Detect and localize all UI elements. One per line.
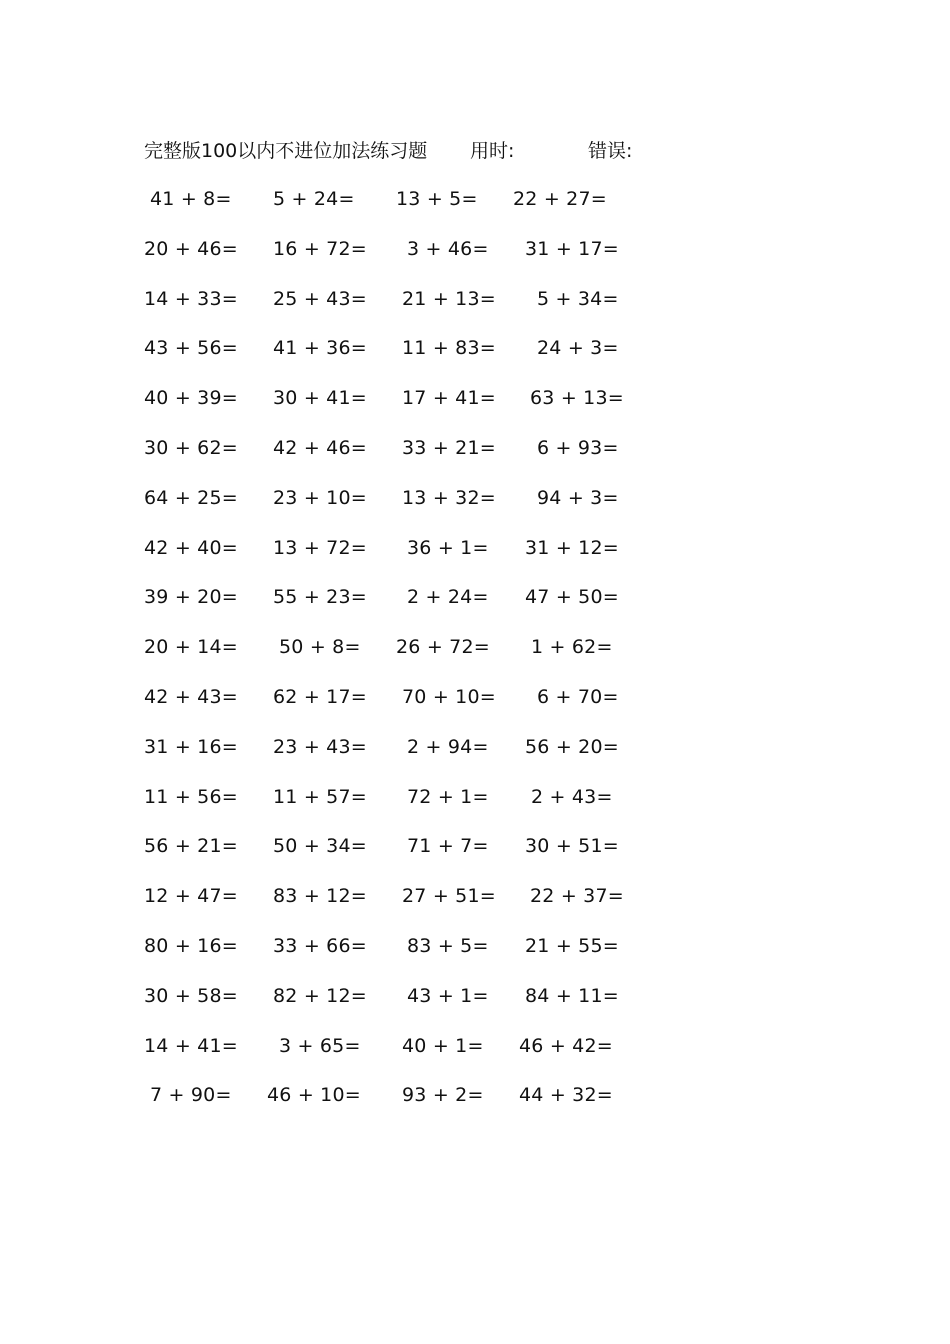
addition-problem: 24 + 3= <box>537 337 619 360</box>
addition-problem: 25 + 43= <box>273 287 367 310</box>
addition-problem: 44 + 32= <box>519 1084 613 1107</box>
addition-problem: 17 + 41= <box>402 387 496 410</box>
addition-problem: 31 + 16= <box>144 735 238 758</box>
addition-problem: 23 + 10= <box>273 486 367 509</box>
addition-problem: 16 + 72= <box>273 237 367 260</box>
addition-problem: 84 + 11= <box>525 984 619 1007</box>
addition-problem: 6 + 93= <box>537 437 619 459</box>
addition-problem: 31 + 12= <box>525 536 619 559</box>
addition-problem: 7 + 90= <box>150 1084 232 1107</box>
addition-problem: 11 + 83= <box>402 337 496 360</box>
addition-problem: 43 + 1= <box>407 984 489 1007</box>
addition-problem: 56 + 20= <box>525 735 619 758</box>
addition-problem: 64 + 25= <box>144 486 238 509</box>
addition-problem: 70 + 10= <box>402 686 496 708</box>
addition-problem: 41 + 8= <box>150 188 232 210</box>
addition-problem: 22 + 27= <box>513 188 607 210</box>
addition-problem: 80 + 16= <box>144 935 238 957</box>
errors-label: 错误: <box>588 140 633 162</box>
addition-problem: 93 + 2= <box>402 1084 484 1107</box>
addition-problem: 82 + 12= <box>273 984 367 1007</box>
addition-problem: 83 + 12= <box>273 885 367 908</box>
addition-problem: 5 + 24= <box>273 188 355 210</box>
addition-problem: 46 + 42= <box>519 1034 613 1057</box>
addition-problem: 13 + 72= <box>273 536 367 559</box>
addition-problem: 30 + 41= <box>273 387 367 410</box>
addition-problem: 41 + 36= <box>273 337 367 360</box>
addition-problem: 20 + 14= <box>144 636 238 659</box>
addition-problem: 62 + 17= <box>273 686 367 708</box>
addition-problem: 14 + 41= <box>144 1034 238 1057</box>
addition-problem: 94 + 3= <box>537 486 619 509</box>
addition-problem: 50 + 34= <box>273 835 367 858</box>
addition-problem: 56 + 21= <box>144 835 238 858</box>
addition-problem: 39 + 20= <box>144 586 238 609</box>
worksheet-title: 完整版100以内不进位加法练习题 <box>144 140 428 162</box>
addition-problem: 13 + 32= <box>402 486 496 509</box>
addition-problem: 2 + 94= <box>407 735 489 758</box>
addition-problem: 12 + 47= <box>144 885 238 908</box>
addition-problem: 14 + 33= <box>144 287 238 310</box>
addition-problem: 26 + 72= <box>396 636 490 659</box>
addition-problem: 33 + 66= <box>273 935 367 957</box>
addition-problem: 5 + 34= <box>537 287 619 310</box>
addition-problem: 42 + 46= <box>273 437 367 459</box>
addition-problem: 50 + 8= <box>279 636 361 659</box>
addition-problem: 21 + 55= <box>525 935 619 957</box>
addition-problem: 11 + 57= <box>273 785 367 808</box>
addition-problem: 27 + 51= <box>402 885 496 908</box>
time-used-label: 用时: <box>470 140 515 162</box>
addition-problem: 30 + 62= <box>144 437 238 459</box>
addition-problem: 83 + 5= <box>407 935 489 957</box>
addition-problem: 47 + 50= <box>525 586 619 609</box>
addition-problem: 30 + 51= <box>525 835 619 858</box>
addition-problem: 21 + 13= <box>402 287 496 310</box>
addition-problem: 22 + 37= <box>530 885 624 908</box>
addition-problem: 20 + 46= <box>144 237 238 260</box>
addition-problem: 42 + 40= <box>144 536 238 559</box>
addition-problem: 40 + 39= <box>144 387 238 410</box>
addition-problem: 23 + 43= <box>273 735 367 758</box>
addition-problem: 11 + 56= <box>144 785 238 808</box>
addition-problem: 2 + 24= <box>407 586 489 609</box>
addition-problem: 6 + 70= <box>537 686 619 708</box>
addition-problem: 71 + 7= <box>407 835 489 858</box>
addition-problem: 3 + 46= <box>407 237 489 260</box>
addition-problem: 2 + 43= <box>531 785 613 808</box>
addition-problem: 55 + 23= <box>273 586 367 609</box>
addition-problem: 13 + 5= <box>396 188 478 210</box>
addition-problem: 43 + 56= <box>144 337 238 360</box>
addition-problem: 3 + 65= <box>279 1034 361 1057</box>
addition-problem: 1 + 62= <box>531 636 613 659</box>
addition-problem: 36 + 1= <box>407 536 489 559</box>
addition-problem: 33 + 21= <box>402 437 496 459</box>
addition-problem: 31 + 17= <box>525 237 619 260</box>
addition-problem: 72 + 1= <box>407 785 489 808</box>
addition-problem: 40 + 1= <box>402 1034 484 1057</box>
addition-problem: 42 + 43= <box>144 686 238 708</box>
addition-problem: 63 + 13= <box>530 387 624 410</box>
addition-problem: 46 + 10= <box>267 1084 361 1107</box>
addition-problem: 30 + 58= <box>144 984 238 1007</box>
